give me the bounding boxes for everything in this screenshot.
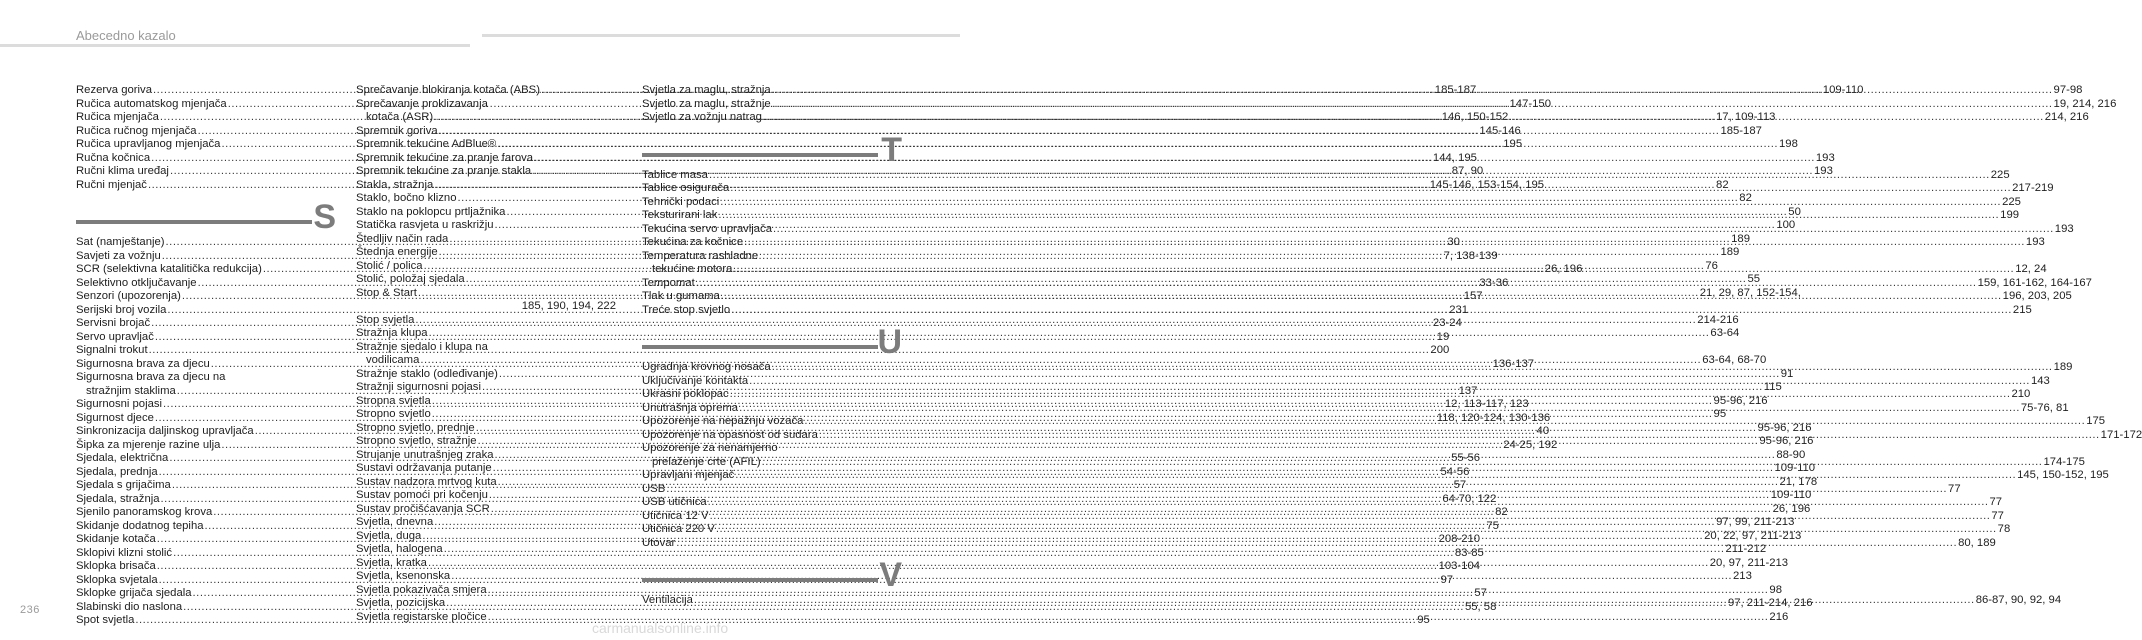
- index-entry-pages: 95-96, 216: [1759, 435, 1814, 447]
- index-entry-pages: 210: [2011, 388, 2031, 400]
- index-entry-pages: 185, 190, 194, 222: [521, 300, 616, 312]
- index-entry-text: Staklo na poklopcu prtljažnika: [356, 205, 506, 218]
- dot-leader: [735, 469, 2016, 483]
- index-entry-pages: 157: [1463, 290, 1483, 302]
- index-entry-text: Ugradnja krovnog nosača: [642, 361, 771, 373]
- index-entry-pages: 195: [1503, 138, 1523, 150]
- dot-leader: [720, 196, 2001, 210]
- index-entry-text: Tablice osigurača: [642, 182, 730, 194]
- index-entry-text: Sklopivi klizni stolić: [76, 546, 173, 559]
- index-entry-text: Sustav pročišćavanja SCR: [356, 502, 490, 515]
- index-entry-text: Spremnik goriva: [356, 124, 438, 137]
- index-entry-pages: 78: [1997, 523, 2011, 535]
- index-entry-text: Statička rasvjeta u raskrižju: [356, 219, 494, 231]
- index-entry-text: Stropno svjetlo, stražnje: [356, 435, 477, 447]
- index-entry-text: Svjetla, duga: [356, 529, 422, 542]
- index-entry-pages: 87, 90: [1451, 165, 1484, 177]
- index-entry-text: Upozorenje na opasnost od sudara: [642, 428, 818, 441]
- dot-leader: [696, 277, 1977, 291]
- index-entry-text: Sjedala, prednja: [76, 465, 158, 478]
- index-entry-text: Sustav pomoći pri kočenju: [356, 489, 488, 501]
- header-rule: [0, 44, 470, 47]
- index-entry-pages: 144, 195: [1432, 151, 1477, 164]
- index-entry-text: Utovar: [642, 536, 676, 549]
- index-entry-text: Sinkronizacija daljinskog upravljača: [76, 425, 254, 437]
- watermark: carmanualsonline.info: [592, 620, 729, 636]
- dot-leader: [819, 429, 2100, 443]
- index-entry-text: Štednja energije: [356, 246, 438, 258]
- index-entry-text: Tablice masa: [642, 168, 708, 181]
- index-entry-text: Stolić, položaj sjedala: [356, 273, 465, 285]
- index-entry-text: Tekućina za kočnice: [642, 236, 744, 248]
- index-entry-text: Šipka za mjerenje razine ulja: [76, 438, 221, 451]
- index-entry-pages: 33-36: [1479, 276, 1509, 289]
- index-entry-text: Svjetla, kratka: [356, 556, 427, 569]
- index-entry-text: Upozorenje za nenamjerno: [642, 442, 778, 454]
- index-entry-pages: 189: [1720, 246, 1740, 258]
- index-entry-pages: 193: [1815, 151, 1835, 164]
- index-entry-text: Ručni mjenjač: [76, 178, 147, 191]
- index-entry-text: Sjedala, stražnja: [76, 492, 160, 505]
- index-entry-text: Ukrasni poklopac: [642, 388, 729, 400]
- index-entry-text: Štedljiv način rada: [356, 232, 449, 245]
- dot-leader: [749, 375, 2030, 389]
- index-entry-pages: 91: [1780, 367, 1794, 380]
- index-entry-pages: 213: [1733, 570, 1752, 582]
- index-entry-pages: 189: [2053, 361, 2073, 373]
- index-entry-pages: 55: [1747, 273, 1761, 285]
- index-entry-text: Ručica mjenjača: [76, 111, 159, 123]
- index-entry-pages: 98: [1769, 583, 1782, 596]
- index-entry-pages: 97: [1440, 573, 1454, 586]
- index-entry-pages: 109-110: [1770, 489, 1812, 501]
- index-entry-pages: 118, 120-124, 130-136: [1436, 411, 1551, 424]
- dot-leader: [708, 496, 1989, 510]
- dot-leader: [666, 483, 1947, 497]
- dot-leader: [721, 290, 2002, 304]
- index-entry-text: Uključivanje kontakta: [642, 374, 749, 387]
- index-entry-text: Utičnica 220 V: [642, 523, 715, 535]
- index-entry-pages: 174-175: [2043, 455, 2085, 468]
- index-entry-text: Svjetla, ksenonska: [356, 570, 451, 582]
- index-entry-pages: 145-146, 153-154, 195: [1429, 178, 1545, 191]
- index-entry-pages: 20, 22, 97, 211-213: [1704, 529, 1802, 542]
- index-entry-pages: 185-187: [1434, 84, 1477, 96]
- index-entry-text: Sjenilo panoramskog krova: [76, 506, 213, 518]
- index-entry-pages: 63-64: [1710, 327, 1740, 339]
- dot-leader: [744, 236, 2025, 250]
- index-entry-pages: 95-96, 216: [1757, 421, 1812, 434]
- index-entry-text: Teksturirani lak: [642, 209, 718, 221]
- index-entry-pages: 23-24: [1432, 317, 1462, 329]
- index-entry-text: Staklo, bočno klizno: [356, 192, 457, 204]
- dot-leader: [676, 537, 1957, 551]
- index-entry-text: Sjedala, električna: [76, 452, 169, 464]
- index-entry-text: Tekućina servo upravljača: [642, 222, 772, 235]
- dot-leader: [730, 182, 2011, 196]
- index-entry-text: Sustavi održavanja putanje: [356, 462, 492, 474]
- index-entry-pages: 97-98: [2053, 84, 2083, 96]
- page-number: 236: [20, 604, 40, 616]
- index-entry-pages: 95: [1713, 408, 1727, 420]
- index-entry-text: Signalni trokut: [76, 344, 148, 356]
- index-entry-pages: 231: [1449, 303, 1469, 316]
- index-entry-text: USB utičnica: [642, 496, 707, 508]
- dot-leader: [763, 111, 2044, 125]
- dot-leader: [439, 125, 1720, 139]
- index-entry-text: Svjetla, pozicijska: [356, 597, 446, 609]
- index-entry-pages: 54-56: [1440, 465, 1470, 478]
- index-entry-text: Utičnica 12 V: [642, 509, 709, 522]
- index-entry-text: Svjetlo za vožnju natrag: [642, 111, 762, 123]
- index-entry-text: USB: [642, 482, 666, 495]
- index-entry-text: Sklopka svjetala: [76, 573, 158, 586]
- index-entry-pages: 143: [2030, 374, 2050, 387]
- index-entry-text: SCR (selektivna katalitička redukcija): [76, 263, 262, 275]
- dot-leader: [733, 263, 2014, 277]
- index-entry-text: Sigurnosna brava za djecu na: [76, 371, 226, 383]
- index-entry-pages: 159, 161-162, 164-167: [1977, 276, 2092, 289]
- index-entry-text: Svjetla za maglu, stražnja: [642, 84, 771, 96]
- index-entry-pages: 82: [1495, 506, 1508, 518]
- header-rule: [482, 34, 960, 37]
- index-entry-text: Stropno svjetlo, prednje: [356, 421, 475, 434]
- index-entry-pages: 26, 196: [1772, 502, 1811, 515]
- index-entry-pages: 17, 109-113: [1716, 111, 1776, 123]
- index-entry-text: Sigurnosna brava za djecu: [76, 357, 210, 370]
- index-entry-pages: 109-110: [1822, 84, 1864, 96]
- index-entry-pages: 77: [1991, 509, 2004, 522]
- index-entry-text: Servisni brojač: [76, 317, 151, 329]
- index-entry-text: Sprečavanje blokiranja kotača (ABS): [356, 84, 540, 96]
- index-entry-pages: 12, 113-117, 123: [1444, 398, 1529, 410]
- index-entry-text: Stop & Start: [356, 286, 417, 299]
- index-entry-text: Stop svjetla: [356, 313, 415, 326]
- index-entry-text: Stakla, stražnja: [356, 178, 434, 191]
- section-letter: V: [879, 556, 902, 594]
- index-entry-pages: 146, 150-152: [1441, 111, 1509, 123]
- dot-leader: [772, 84, 2053, 98]
- index-entry-pages: 20, 97, 211-213: [1709, 556, 1789, 569]
- index-entry-text: Svjetla registarske pločice: [356, 610, 487, 623]
- index-entry-pages: 189: [1731, 232, 1750, 245]
- index-entry-text: Rezerva goriva: [76, 84, 152, 96]
- index-entry-text: Sprečavanje proklizavanja: [356, 97, 488, 110]
- index-entry-text: Svjetlo za maglu, stražnje: [642, 97, 771, 110]
- index-entry-text: Spremnik tekućine za pranje farova: [356, 151, 534, 164]
- index-entry-text: Sustav nadzora mrtvog kuta: [356, 475, 497, 488]
- index-entry-text: Spot svjetla: [76, 614, 135, 626]
- index-entry-pages: 30: [1447, 236, 1460, 248]
- dot-leader: [429, 327, 1710, 341]
- index-entry-text: Treće stop svjetlo: [642, 303, 731, 316]
- index-entry-text: Selektivno otključavanje: [76, 276, 197, 289]
- index-entry-text: Tempomat: [642, 276, 695, 289]
- index-entry-pages: 208-210: [1438, 533, 1481, 545]
- index-entry-pages: 147-150: [1509, 97, 1551, 110]
- index-entry-pages: 97, 99, 211-213: [1716, 516, 1795, 528]
- index-entry-pages: 50: [1788, 205, 1801, 218]
- index-entry-text: Ručica ručnog mjenjača: [76, 124, 197, 137]
- index-entry-text: Strujanje unutrašnjeg zraka: [356, 448, 494, 461]
- dot-leader: [428, 557, 1709, 571]
- letter-divider-u: [642, 317, 902, 361]
- index-entry-text: Ručica upravljanog mjenjača: [76, 138, 221, 150]
- index-entry-pages: 95: [1417, 614, 1430, 626]
- index-entry-pages: 55, 58: [1464, 600, 1497, 613]
- index-entry-pages: 137: [1458, 384, 1478, 397]
- index-entry-text: Stražnje sjedalo i klupa na: [356, 340, 488, 353]
- index-entry-text: Svjetla, halogena: [356, 543, 443, 555]
- index-entry-text: Senzori (upozorenja): [76, 290, 181, 302]
- section-letter: S: [313, 198, 336, 236]
- section-letter: T: [881, 130, 902, 169]
- index-entry-text: Upravljani mjenjač: [642, 469, 735, 481]
- index-entry-text: Skidanje kotača: [76, 533, 156, 545]
- dot-leader: [718, 209, 1999, 223]
- index-entry-text: Svjetla pokazivača smjera: [356, 583, 487, 596]
- dot-leader: [694, 594, 1975, 608]
- index-entry-text: Sklopka brisača: [76, 560, 156, 572]
- index-entry-pages: 7, 138-139: [1443, 249, 1498, 262]
- index-entry-pages: 95-96, 216: [1713, 394, 1768, 407]
- index-entry-pages: 77: [1989, 496, 2003, 508]
- index-entry-text: Ručna kočnica: [76, 151, 151, 164]
- index-entry-text: Ventilacija: [642, 594, 693, 606]
- index-entry-pages: 26, 196: [1544, 263, 1583, 275]
- index-entry-pages: 76: [1705, 259, 1718, 272]
- index-entry-pages: 109-110: [1774, 462, 1816, 474]
- index-entry-pages: 175: [2086, 415, 2106, 427]
- index-entry-pages: 115: [1763, 381, 1782, 393]
- section-letter: U: [877, 323, 902, 361]
- index-entry-pages: 217-219: [2012, 182, 2054, 194]
- index-entry-pages: 83-85: [1454, 546, 1484, 559]
- index-entry-pages: 171-172: [2100, 428, 2142, 441]
- index-entry-pages: 21, 178: [1779, 475, 1818, 488]
- index-entry-text: Unutrašnja oprema: [642, 401, 739, 414]
- dot-leader: [731, 304, 2012, 318]
- index-entry-pages: 225: [1990, 168, 2010, 181]
- index-entry-text: Sjedala s grijačima: [76, 479, 171, 491]
- dot-leader: [709, 169, 1990, 183]
- index-entry-pages: 136-137: [1492, 357, 1535, 370]
- index-entry-text: Sigurnost djece: [76, 411, 154, 424]
- index-entry-text: vodilicama: [366, 354, 420, 366]
- index-entry-pages: 193: [2025, 236, 2045, 248]
- index-entry-text: Stražnja klupa: [356, 327, 428, 339]
- index-entry-pages: 145, 150-152, 195: [2017, 469, 2109, 481]
- index-entry-pages: 40: [1536, 425, 1550, 437]
- dot-leader: [716, 523, 1997, 537]
- dot-leader: [710, 510, 1991, 524]
- index-entry-pages: 21, 29, 87, 152-154,: [1699, 286, 1801, 299]
- index-entry-pages: 80, 189: [1958, 536, 1996, 549]
- letter-divider-t: [642, 125, 902, 169]
- index-entry-text: Stolić / polica: [356, 259, 423, 272]
- dot-leader: [730, 388, 2011, 402]
- index-entry-pages: 75: [1486, 519, 1499, 532]
- index-entry-text: kotača (ASR): [366, 111, 434, 123]
- index-entry-pages: 57: [1474, 587, 1487, 599]
- index-entry-pages: 199: [2000, 209, 2020, 221]
- dot-leader: [762, 456, 2043, 470]
- dot-leader: [772, 98, 2053, 112]
- index-entry-pages: 216: [1769, 610, 1789, 623]
- index-entry-text: Stropno svjetlo: [356, 408, 431, 420]
- index-entry-text: Sklopke grijača sjedala: [76, 587, 192, 599]
- letter-divider-v: [642, 550, 902, 594]
- index-entry-text: Servo upravljač: [76, 330, 154, 343]
- index-entry-text: Spremnik tekućine za pranje stakla: [356, 165, 532, 177]
- index-entry-text: Svjetla, dnevna: [356, 516, 434, 528]
- index-entry-text: Serijski broj vozila: [76, 303, 167, 316]
- index-entry-pages: 63-64, 68-70: [1702, 354, 1767, 366]
- index-entry-text: Temperatura rashladne: [642, 249, 759, 262]
- index-entry-pages: 214-216: [1697, 313, 1739, 326]
- index-entry-text: Stražnji sigurnosni pojasi: [356, 381, 481, 393]
- index-entry-pages: 55-56: [1451, 452, 1481, 464]
- index-entry-pages: 185-187: [1720, 124, 1762, 137]
- index-entry-pages: 88-90: [1776, 448, 1806, 461]
- index-entry-text: Ručni klima uređaj: [76, 165, 169, 177]
- index-entry-pages: 193: [1814, 165, 1833, 177]
- index-entry-pages: 196, 203, 205: [2002, 290, 2072, 302]
- index-entry-pages: 145-146: [1479, 124, 1521, 137]
- index-entry-text: stražnjim staklima: [86, 384, 176, 397]
- index-entry-text: Upozorenje na nepažnju vozača: [642, 415, 804, 427]
- index-entry-pages: 57: [1453, 479, 1467, 491]
- index-entry-pages: 75-76, 81: [2020, 401, 2069, 414]
- index-entry-pages: 82: [1739, 192, 1752, 204]
- index-entry-text: Slabinski dio naslona: [76, 600, 183, 613]
- index-entry-text: Tehnički podaci: [642, 195, 720, 208]
- index-entry-pages: 215: [2012, 303, 2032, 316]
- index-entry-pages: 82: [1716, 178, 1729, 191]
- index-entry-pages: 12, 24: [2015, 263, 2047, 275]
- index-entry-pages: 200: [1430, 344, 1450, 356]
- index-entry-pages: 193: [2054, 222, 2074, 235]
- index-entry-text: Ručica automatskog mjenjača: [76, 97, 227, 110]
- index-entry-pages: 77: [1948, 482, 1961, 495]
- index-entry-pages: 225: [2002, 195, 2021, 208]
- index-entry-pages: 24-25, 192: [1503, 438, 1558, 451]
- letter-divider-s: [76, 192, 336, 236]
- index-entry-pages: 198: [1779, 138, 1798, 150]
- dot-leader: [773, 223, 2054, 237]
- index-entry-pages: 19: [1436, 330, 1450, 343]
- index-entry-pages: 86-87, 90, 92, 94: [1975, 594, 2062, 606]
- index-entry-pages: 64-70, 122: [1442, 492, 1497, 505]
- index-entry-text: Sat (namještanje): [76, 236, 165, 248]
- index-entry-pages: 100: [1776, 219, 1796, 231]
- index-entry-text: Skidanje dodatnog tepiha: [76, 519, 204, 532]
- index-entry-text: prelaženje crte (AFIL): [652, 455, 761, 468]
- section-title: Abecedno kazalo: [76, 28, 176, 43]
- dot-leader: [739, 402, 2020, 416]
- index-entry-text: Tlak u gumama: [642, 290, 720, 302]
- dot-leader: [804, 415, 2085, 429]
- index-entry-pages: 211-212: [1725, 543, 1767, 555]
- dot-leader: [772, 361, 2053, 375]
- index-entry-pages: 97, 211-214, 216: [1727, 597, 1813, 609]
- index-entry-text: Savjeti za vožnju: [76, 249, 161, 262]
- index-entry-text: tekućine motora: [652, 263, 733, 275]
- index-entry-pages: 103-104: [1438, 560, 1481, 572]
- index-entry-pages: 19, 214, 216: [2053, 97, 2117, 110]
- index-entry-text: Spremnik tekućine AdBlue®: [356, 138, 497, 150]
- index-entry-text: Stropna svjetla: [356, 394, 431, 407]
- index-entry-text: Stražnje staklo (odleđivanje): [356, 367, 498, 380]
- index-entry-pages: 214, 216: [2044, 111, 2089, 123]
- page-header: [0, 0, 960, 72]
- index-entry-text: Sigurnosni pojasi: [76, 398, 163, 410]
